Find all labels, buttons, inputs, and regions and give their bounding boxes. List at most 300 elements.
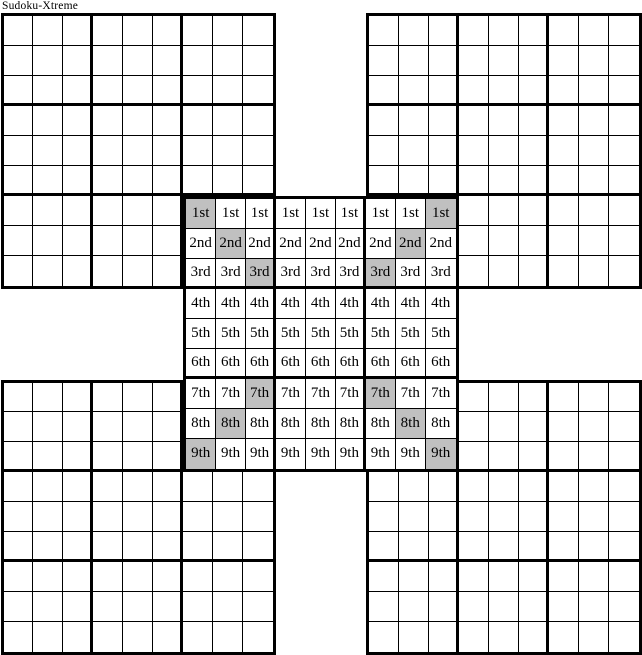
top-right-cell-r5c8[interactable] (579, 136, 609, 166)
top-left-cell-r7c4[interactable] (93, 196, 123, 226)
bottom-left-cell-r3c2[interactable] (33, 442, 63, 472)
top-right-cell-r4c2[interactable] (399, 106, 429, 136)
center-cell-r1c8[interactable]: 1st (396, 199, 426, 229)
top-right-cell-r8c6[interactable] (519, 226, 549, 256)
center-cell-r7c8[interactable]: 7th (396, 379, 426, 409)
top-left-cell-r2c5[interactable] (123, 46, 153, 76)
center-cell-r3c4[interactable]: 3rd (276, 259, 306, 289)
bottom-left-cell-r2c1[interactable] (4, 412, 34, 442)
bottom-right-cell-r8c1[interactable] (369, 592, 399, 622)
top-left-cell-r3c9[interactable] (243, 76, 273, 106)
bottom-left-cell-r3c4[interactable] (93, 442, 123, 472)
bottom-right-cell-r5c4[interactable] (459, 502, 489, 532)
center-cell-r7c7[interactable]: 7th (366, 379, 396, 409)
bottom-right-cell-r3c7[interactable] (549, 442, 579, 472)
top-right-cell-r6c4[interactable] (459, 166, 489, 196)
bottom-left-cell-r4c7[interactable] (183, 472, 213, 502)
top-left-cell-r2c8[interactable] (213, 46, 243, 76)
center-cell-r1c5[interactable]: 1st (306, 199, 336, 229)
top-right-cell-r8c4[interactable] (459, 226, 489, 256)
center-cell-r5c4[interactable]: 5th (276, 319, 306, 349)
bottom-left-cell-r6c8[interactable] (213, 532, 243, 562)
bottom-left-cell-r7c5[interactable] (123, 562, 153, 592)
center-cell-r4c2[interactable]: 4th (216, 289, 246, 319)
top-left-cell-r5c3[interactable] (63, 136, 93, 166)
bottom-left-cell-r5c3[interactable] (63, 502, 93, 532)
center-cell-r8c8[interactable]: 8th (396, 409, 426, 439)
center-cell-r3c6[interactable]: 3rd (336, 259, 366, 289)
top-right-cell-r7c5[interactable] (489, 196, 519, 226)
top-right-cell-r4c9[interactable] (609, 106, 639, 136)
top-right-cell-r8c5[interactable] (489, 226, 519, 256)
top-left-cell-r5c9[interactable] (243, 136, 273, 166)
center-cell-r9c3[interactable]: 9th (246, 439, 276, 469)
top-right-cell-r3c9[interactable] (609, 76, 639, 106)
center-cell-r1c9[interactable]: 1st (426, 199, 456, 229)
bottom-right-cell-r8c4[interactable] (459, 592, 489, 622)
bottom-right-cell-r5c9[interactable] (609, 502, 639, 532)
top-left-cell-r6c5[interactable] (123, 166, 153, 196)
bottom-left-cell-r6c6[interactable] (153, 532, 183, 562)
center-cell-r7c4[interactable]: 7th (276, 379, 306, 409)
top-right-cell-r2c5[interactable] (489, 46, 519, 76)
top-right-cell-r5c7[interactable] (549, 136, 579, 166)
bottom-right-cell-r5c8[interactable] (579, 502, 609, 532)
bottom-left-cell-r1c4[interactable] (93, 383, 123, 413)
bottom-left-cell-r7c4[interactable] (93, 562, 123, 592)
bottom-right-cell-r5c3[interactable] (429, 502, 459, 532)
top-left-cell-r5c5[interactable] (123, 136, 153, 166)
center-cell-r3c8[interactable]: 3rd (396, 259, 426, 289)
bottom-left-cell-r7c3[interactable] (63, 562, 93, 592)
top-right-cell-r5c1[interactable] (369, 136, 399, 166)
bottom-right-cell-r7c4[interactable] (459, 562, 489, 592)
bottom-left-cell-r2c6[interactable] (153, 412, 183, 442)
top-right-cell-r5c5[interactable] (489, 136, 519, 166)
top-right-cell-r2c1[interactable] (369, 46, 399, 76)
center-cell-r1c1[interactable]: 1st (186, 199, 216, 229)
top-left-cell-r9c5[interactable] (123, 256, 153, 286)
center-cell-r1c3[interactable]: 1st (246, 199, 276, 229)
bottom-left-cell-r5c2[interactable] (33, 502, 63, 532)
bottom-right-cell-r4c3[interactable] (429, 472, 459, 502)
bottom-left-cell-r7c1[interactable] (4, 562, 34, 592)
bottom-right-cell-r4c4[interactable] (459, 472, 489, 502)
bottom-left-cell-r4c2[interactable] (33, 472, 63, 502)
center-cell-r5c5[interactable]: 5th (306, 319, 336, 349)
bottom-left-cell-r4c9[interactable] (243, 472, 273, 502)
top-left-cell-r7c1[interactable] (4, 196, 34, 226)
top-left-cell-r8c4[interactable] (93, 226, 123, 256)
top-left-cell-r6c2[interactable] (33, 166, 63, 196)
bottom-left-cell-r6c3[interactable] (63, 532, 93, 562)
bottom-right-cell-r1c4[interactable] (459, 383, 489, 413)
bottom-left-cell-r5c9[interactable] (243, 502, 273, 532)
top-left-cell-r5c2[interactable] (33, 136, 63, 166)
bottom-right-cell-r4c7[interactable] (549, 472, 579, 502)
top-left-cell-r8c6[interactable] (153, 226, 183, 256)
bottom-right-cell-r5c1[interactable] (369, 502, 399, 532)
bottom-left-cell-r7c2[interactable] (33, 562, 63, 592)
center-cell-r7c2[interactable]: 7th (216, 379, 246, 409)
bottom-left-cell-r6c7[interactable] (183, 532, 213, 562)
top-left-cell-r7c6[interactable] (153, 196, 183, 226)
top-right-cell-r6c2[interactable] (399, 166, 429, 196)
top-left-cell-r7c5[interactable] (123, 196, 153, 226)
bottom-right-cell-r5c7[interactable] (549, 502, 579, 532)
bottom-left-cell-r7c7[interactable] (183, 562, 213, 592)
top-right-cell-r9c4[interactable] (459, 256, 489, 286)
top-right-cell-r3c6[interactable] (519, 76, 549, 106)
center-cell-r1c7[interactable]: 1st (366, 199, 396, 229)
top-right-cell-r9c8[interactable] (579, 256, 609, 286)
bottom-left-cell-r4c1[interactable] (4, 472, 34, 502)
center-cell-r5c1[interactable]: 5th (186, 319, 216, 349)
bottom-left-cell-r3c3[interactable] (63, 442, 93, 472)
bottom-right-cell-r3c5[interactable] (489, 442, 519, 472)
top-right-cell-r1c3[interactable] (429, 16, 459, 46)
top-right-cell-r6c3[interactable] (429, 166, 459, 196)
bottom-right-cell-r3c6[interactable] (519, 442, 549, 472)
bottom-right-cell-r7c7[interactable] (549, 562, 579, 592)
top-left-cell-r7c3[interactable] (63, 196, 93, 226)
bottom-left-cell-r8c1[interactable] (4, 592, 34, 622)
top-right-cell-r7c8[interactable] (579, 196, 609, 226)
top-left-cell-r4c5[interactable] (123, 106, 153, 136)
bottom-right-cell-r9c9[interactable] (609, 622, 639, 652)
bottom-right-cell-r6c9[interactable] (609, 532, 639, 562)
center-cell-r9c2[interactable]: 9th (216, 439, 246, 469)
top-right-cell-r3c5[interactable] (489, 76, 519, 106)
center-cell-r2c4[interactable]: 2nd (276, 229, 306, 259)
center-cell-r1c2[interactable]: 1st (216, 199, 246, 229)
center-cell-r9c7[interactable]: 9th (366, 439, 396, 469)
top-right-cell-r9c6[interactable] (519, 256, 549, 286)
top-left-cell-r4c8[interactable] (213, 106, 243, 136)
top-right-cell-r1c9[interactable] (609, 16, 639, 46)
top-left-cell-r2c3[interactable] (63, 46, 93, 76)
center-cell-r4c1[interactable]: 4th (186, 289, 216, 319)
bottom-left-cell-r9c9[interactable] (243, 622, 273, 652)
top-right-cell-r1c8[interactable] (579, 16, 609, 46)
top-left-cell-r1c6[interactable] (153, 16, 183, 46)
bottom-right-cell-r4c8[interactable] (579, 472, 609, 502)
bottom-right-cell-r9c1[interactable] (369, 622, 399, 652)
top-right-cell-r2c9[interactable] (609, 46, 639, 76)
top-left-cell-r5c1[interactable] (4, 136, 34, 166)
top-right-cell-r4c4[interactable] (459, 106, 489, 136)
bottom-left-cell-r7c9[interactable] (243, 562, 273, 592)
center-cell-r9c6[interactable]: 9th (336, 439, 366, 469)
center-cell-r6c7[interactable]: 6th (366, 349, 396, 379)
top-left-cell-r9c6[interactable] (153, 256, 183, 286)
bottom-left-cell-r1c3[interactable] (63, 383, 93, 413)
bottom-right-cell-r3c4[interactable] (459, 442, 489, 472)
top-left-cell-r3c3[interactable] (63, 76, 93, 106)
bottom-right-cell-r6c8[interactable] (579, 532, 609, 562)
top-left-cell-r6c3[interactable] (63, 166, 93, 196)
top-left-cell-r7c2[interactable] (33, 196, 63, 226)
bottom-right-cell-r4c5[interactable] (489, 472, 519, 502)
bottom-right-cell-r7c1[interactable] (369, 562, 399, 592)
center-cell-r4c4[interactable]: 4th (276, 289, 306, 319)
top-right-cell-r5c9[interactable] (609, 136, 639, 166)
center-cell-r7c5[interactable]: 7th (306, 379, 336, 409)
bottom-left-cell-r4c4[interactable] (93, 472, 123, 502)
bottom-right-cell-r6c2[interactable] (399, 532, 429, 562)
top-left-cell-r2c2[interactable] (33, 46, 63, 76)
top-left-cell-r5c4[interactable] (93, 136, 123, 166)
bottom-right-cell-r9c7[interactable] (549, 622, 579, 652)
top-left-cell-r4c9[interactable] (243, 106, 273, 136)
top-right-cell-r7c9[interactable] (609, 196, 639, 226)
center-cell-r8c9[interactable]: 8th (426, 409, 456, 439)
top-left-cell-r6c7[interactable] (183, 166, 213, 196)
bottom-right-cell-r9c5[interactable] (489, 622, 519, 652)
center-cell-r2c1[interactable]: 2nd (186, 229, 216, 259)
bottom-right-cell-r9c6[interactable] (519, 622, 549, 652)
bottom-left-cell-r1c6[interactable] (153, 383, 183, 413)
center-cell-r2c5[interactable]: 2nd (306, 229, 336, 259)
top-left-cell-r3c6[interactable] (153, 76, 183, 106)
bottom-left-cell-r6c5[interactable] (123, 532, 153, 562)
bottom-right-cell-r7c6[interactable] (519, 562, 549, 592)
bottom-right-cell-r9c3[interactable] (429, 622, 459, 652)
top-left-cell-r1c9[interactable] (243, 16, 273, 46)
center-cell-r2c9[interactable]: 2nd (426, 229, 456, 259)
bottom-left-cell-r5c7[interactable] (183, 502, 213, 532)
bottom-right-cell-r8c7[interactable] (549, 592, 579, 622)
top-left-cell-r9c3[interactable] (63, 256, 93, 286)
top-right-cell-r2c4[interactable] (459, 46, 489, 76)
bottom-left-cell-r5c6[interactable] (153, 502, 183, 532)
center-cell-r8c2[interactable]: 8th (216, 409, 246, 439)
bottom-left-cell-r6c9[interactable] (243, 532, 273, 562)
top-left-cell-r1c1[interactable] (4, 16, 34, 46)
center-cell-r6c5[interactable]: 6th (306, 349, 336, 379)
top-right-cell-r8c8[interactable] (579, 226, 609, 256)
top-right-cell-r4c1[interactable] (369, 106, 399, 136)
center-cell-r9c8[interactable]: 9th (396, 439, 426, 469)
center-cell-r9c1[interactable]: 9th (186, 439, 216, 469)
top-left-cell-r4c6[interactable] (153, 106, 183, 136)
center-cell-r2c2[interactable]: 2nd (216, 229, 246, 259)
center-cell-r4c8[interactable]: 4th (396, 289, 426, 319)
bottom-right-cell-r6c5[interactable] (489, 532, 519, 562)
bottom-right-cell-r1c9[interactable] (609, 383, 639, 413)
top-right-cell-r4c6[interactable] (519, 106, 549, 136)
top-right-cell-r4c3[interactable] (429, 106, 459, 136)
top-left-cell-r2c6[interactable] (153, 46, 183, 76)
center-cell-r4c6[interactable]: 4th (336, 289, 366, 319)
top-left-cell-r6c1[interactable] (4, 166, 34, 196)
bottom-right-cell-r2c7[interactable] (549, 412, 579, 442)
center-cell-r6c2[interactable]: 6th (216, 349, 246, 379)
top-right-cell-r7c7[interactable] (549, 196, 579, 226)
center-cell-r5c9[interactable]: 5th (426, 319, 456, 349)
bottom-left-cell-r8c5[interactable] (123, 592, 153, 622)
bottom-left-cell-r6c2[interactable] (33, 532, 63, 562)
bottom-right-cell-r4c9[interactable] (609, 472, 639, 502)
bottom-left-cell-r9c5[interactable] (123, 622, 153, 652)
top-right-cell-r3c7[interactable] (549, 76, 579, 106)
center-cell-r9c4[interactable]: 9th (276, 439, 306, 469)
top-left-cell-r2c1[interactable] (4, 46, 34, 76)
top-left-cell-r6c6[interactable] (153, 166, 183, 196)
bottom-right-cell-r9c4[interactable] (459, 622, 489, 652)
center-cell-r9c5[interactable]: 9th (306, 439, 336, 469)
bottom-left-cell-r5c4[interactable] (93, 502, 123, 532)
bottom-right-cell-r3c8[interactable] (579, 442, 609, 472)
center-cell-r3c9[interactable]: 3rd (426, 259, 456, 289)
center-cell-r8c6[interactable]: 8th (336, 409, 366, 439)
center-cell-r4c5[interactable]: 4th (306, 289, 336, 319)
center-cell-r6c9[interactable]: 6th (426, 349, 456, 379)
top-right-cell-r2c3[interactable] (429, 46, 459, 76)
bottom-right-cell-r6c1[interactable] (369, 532, 399, 562)
bottom-left-cell-r5c1[interactable] (4, 502, 34, 532)
top-right-cell-r3c8[interactable] (579, 76, 609, 106)
center-cell-r8c5[interactable]: 8th (306, 409, 336, 439)
bottom-left-cell-r9c2[interactable] (33, 622, 63, 652)
bottom-right-cell-r8c2[interactable] (399, 592, 429, 622)
top-right-cell-r6c1[interactable] (369, 166, 399, 196)
top-right-cell-r1c4[interactable] (459, 16, 489, 46)
top-left-cell-r8c3[interactable] (63, 226, 93, 256)
bottom-right-cell-r4c1[interactable] (369, 472, 399, 502)
bottom-right-cell-r9c8[interactable] (579, 622, 609, 652)
top-right-cell-r7c4[interactable] (459, 196, 489, 226)
center-cell-r3c5[interactable]: 3rd (306, 259, 336, 289)
top-left-cell-r4c2[interactable] (33, 106, 63, 136)
bottom-left-cell-r9c3[interactable] (63, 622, 93, 652)
center-cell-r3c3[interactable]: 3rd (246, 259, 276, 289)
top-left-cell-r8c2[interactable] (33, 226, 63, 256)
center-cell-r5c6[interactable]: 5th (336, 319, 366, 349)
top-left-cell-r3c2[interactable] (33, 76, 63, 106)
top-left-cell-r6c8[interactable] (213, 166, 243, 196)
bottom-left-cell-r9c1[interactable] (4, 622, 34, 652)
top-right-cell-r2c8[interactable] (579, 46, 609, 76)
center-cell-r3c2[interactable]: 3rd (216, 259, 246, 289)
bottom-left-cell-r2c3[interactable] (63, 412, 93, 442)
top-left-cell-r8c5[interactable] (123, 226, 153, 256)
bottom-right-cell-r7c9[interactable] (609, 562, 639, 592)
bottom-left-cell-r6c1[interactable] (4, 532, 34, 562)
top-right-cell-r9c7[interactable] (549, 256, 579, 286)
bottom-left-cell-r1c1[interactable] (4, 383, 34, 413)
center-cell-r8c4[interactable]: 8th (276, 409, 306, 439)
bottom-left-cell-r2c5[interactable] (123, 412, 153, 442)
top-left-cell-r3c8[interactable] (213, 76, 243, 106)
bottom-right-cell-r7c5[interactable] (489, 562, 519, 592)
bottom-left-cell-r8c2[interactable] (33, 592, 63, 622)
bottom-right-cell-r6c3[interactable] (429, 532, 459, 562)
top-right-cell-r3c1[interactable] (369, 76, 399, 106)
center-cell-r3c7[interactable]: 3rd (366, 259, 396, 289)
top-left-cell-r1c7[interactable] (183, 16, 213, 46)
top-left-cell-r1c5[interactable] (123, 16, 153, 46)
top-right-cell-r5c6[interactable] (519, 136, 549, 166)
bottom-left-cell-r8c6[interactable] (153, 592, 183, 622)
bottom-right-cell-r8c5[interactable] (489, 592, 519, 622)
bottom-left-cell-r3c5[interactable] (123, 442, 153, 472)
center-cell-r6c4[interactable]: 6th (276, 349, 306, 379)
bottom-left-cell-r9c8[interactable] (213, 622, 243, 652)
bottom-left-cell-r5c5[interactable] (123, 502, 153, 532)
top-right-cell-r1c2[interactable] (399, 16, 429, 46)
center-cell-r7c1[interactable]: 7th (186, 379, 216, 409)
bottom-left-cell-r7c8[interactable] (213, 562, 243, 592)
top-right-cell-r6c8[interactable] (579, 166, 609, 196)
center-cell-r2c7[interactable]: 2nd (366, 229, 396, 259)
center-cell-r2c3[interactable]: 2nd (246, 229, 276, 259)
bottom-left-cell-r8c3[interactable] (63, 592, 93, 622)
top-right-cell-r8c9[interactable] (609, 226, 639, 256)
top-right-cell-r5c4[interactable] (459, 136, 489, 166)
top-right-cell-r3c4[interactable] (459, 76, 489, 106)
bottom-left-cell-r9c7[interactable] (183, 622, 213, 652)
top-right-cell-r9c5[interactable] (489, 256, 519, 286)
center-cell-r5c8[interactable]: 5th (396, 319, 426, 349)
center-cell-r4c3[interactable]: 4th (246, 289, 276, 319)
bottom-left-cell-r1c2[interactable] (33, 383, 63, 413)
bottom-left-cell-r9c6[interactable] (153, 622, 183, 652)
center-cell-r8c7[interactable]: 8th (366, 409, 396, 439)
bottom-left-cell-r8c9[interactable] (243, 592, 273, 622)
top-left-cell-r5c8[interactable] (213, 136, 243, 166)
bottom-right-cell-r6c7[interactable] (549, 532, 579, 562)
top-left-cell-r4c4[interactable] (93, 106, 123, 136)
bottom-right-cell-r1c8[interactable] (579, 383, 609, 413)
top-right-cell-r1c6[interactable] (519, 16, 549, 46)
top-right-cell-r6c7[interactable] (549, 166, 579, 196)
bottom-right-cell-r4c6[interactable] (519, 472, 549, 502)
bottom-right-cell-r1c7[interactable] (549, 383, 579, 413)
top-left-cell-r3c1[interactable] (4, 76, 34, 106)
top-left-cell-r5c7[interactable] (183, 136, 213, 166)
center-cell-r4c7[interactable]: 4th (366, 289, 396, 319)
bottom-left-cell-r4c8[interactable] (213, 472, 243, 502)
top-right-cell-r6c6[interactable] (519, 166, 549, 196)
center-cell-r4c9[interactable]: 4th (426, 289, 456, 319)
top-left-cell-r4c7[interactable] (183, 106, 213, 136)
top-left-cell-r9c1[interactable] (4, 256, 34, 286)
top-left-cell-r3c5[interactable] (123, 76, 153, 106)
top-left-cell-r1c3[interactable] (63, 16, 93, 46)
top-left-cell-r2c7[interactable] (183, 46, 213, 76)
center-cell-r8c1[interactable]: 8th (186, 409, 216, 439)
center-cell-r6c6[interactable]: 6th (336, 349, 366, 379)
top-left-cell-r6c4[interactable] (93, 166, 123, 196)
center-cell-r9c9[interactable]: 9th (426, 439, 456, 469)
bottom-left-cell-r8c4[interactable] (93, 592, 123, 622)
bottom-left-cell-r6c4[interactable] (93, 532, 123, 562)
bottom-right-cell-r8c3[interactable] (429, 592, 459, 622)
bottom-right-cell-r9c2[interactable] (399, 622, 429, 652)
top-left-cell-r3c4[interactable] (93, 76, 123, 106)
bottom-right-cell-r2c8[interactable] (579, 412, 609, 442)
bottom-right-cell-r3c9[interactable] (609, 442, 639, 472)
center-cell-r1c4[interactable]: 1st (276, 199, 306, 229)
bottom-right-cell-r2c4[interactable] (459, 412, 489, 442)
top-right-cell-r3c2[interactable] (399, 76, 429, 106)
center-cell-r5c3[interactable]: 5th (246, 319, 276, 349)
top-left-cell-r5c6[interactable] (153, 136, 183, 166)
top-left-cell-r9c2[interactable] (33, 256, 63, 286)
center-cell-r1c6[interactable]: 1st (336, 199, 366, 229)
top-right-cell-r2c7[interactable] (549, 46, 579, 76)
